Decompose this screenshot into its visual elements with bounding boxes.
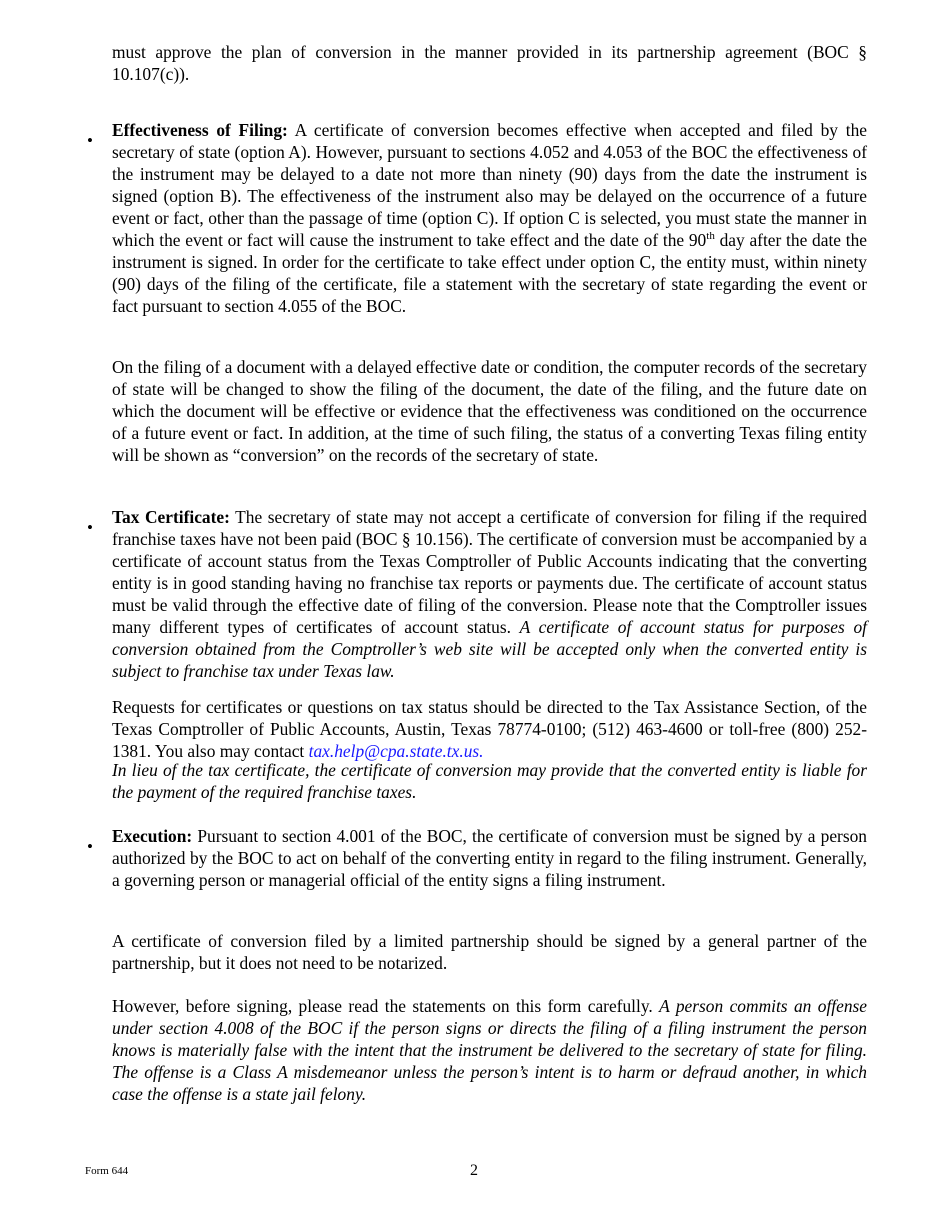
form-number: Form 644: [85, 1165, 129, 1177]
execution-paragraph: [112, 825, 867, 891]
delayed-filing-paragraph: On the filing of a document with a delayed effective date or condition, the computer records of the secretary of state will be changed to show the filing of the document, the date of the filing, and the future date on which the document will be effective or evidence that the effectiveness was conditioned on the occurrence of a future event or fact. In addition, at the time of such filing, the status of a converting Texas filing entity will be shown as “conversion” on the records of the secretary of state.: [112, 357, 867, 465]
intro-paragraph: must approve the plan of conversion in the manner provided in its partnership agreement (BOC § 10.107(c)).: [112, 42, 867, 84]
execution-heading: Execution:: [112, 826, 193, 846]
bullet-icon: •: [87, 518, 93, 537]
requests-paragraph: [112, 696, 867, 762]
effectiveness-paragraph: [112, 119, 867, 317]
tax-heading: Tax Certificate:: [112, 507, 230, 527]
email-link[interactable]: tax.help@cpa.state.tx.us.: [308, 741, 484, 761]
in-lieu-paragraph: [112, 759, 867, 803]
superscript: th: [706, 230, 715, 243]
in-lieu-text: In lieu of the tax certificate, the certificate of conversion may provide that the converted entity is liable for the payment of the required franchise taxes.: [112, 760, 867, 802]
tax-italic-note: A certificate of account status for purposes of conversion obtained from the Comptroller’s web site will be accepted only when the converted entity is subject to franchise tax under Texas law.: [112, 617, 867, 681]
tax-paragraph: [112, 506, 867, 682]
offense-intro: However, before signing, please read the statements on this form carefully.: [112, 996, 660, 1016]
requests-text: Requests for certificates or questions on tax status should be directed to the Tax Assistance Section, of the Texas Comptroller of Public Accounts, Austin, Texas 78774-0100; (512) 463-4600 or toll-free (800) 252-1381. You also may contact: [112, 697, 867, 761]
offense-warning: A person commits an offense under section 4.008 of the BOC if the person signs or directs the filing of a filing instrument the person knows is materially false with the intent that the instrument be delivered to the secretary of state for filing. The offense is a Class A misdemeanor unless the person’s intent is to harm or defraud another, in which case the offense is a state jail felony.: [112, 996, 868, 1104]
bullet-icon: •: [87, 131, 93, 150]
execution-text: Pursuant to section 4.001 of the BOC, the certificate of conversion must be signed by a person authorized by the BOC to act on behalf of the converting entity in regard to the filing instrument. Generally, a governing person or managerial official of the entity signs a filing instrument.: [112, 826, 867, 890]
effectiveness-heading: Effectiveness of Filing:: [112, 120, 288, 140]
tax-text: The secretary of state may not accept a certificate of conversion for filing if the required franchise taxes have not been paid (BOC § 10.156). The certificate of conversion must be accompanied by a certificate of account status from the Texas Comptroller of Public Accounts indicating that the converting entity is in good standing having no franchise tax reports or payments due. The certificate of account status must be valid through the effective date of filing of the conversion. Please note that the Comptroller issues many different types of certificates of account status.: [112, 507, 868, 637]
page-number: 2: [470, 1162, 478, 1179]
effectiveness-text: A certificate of conversion becomes effective when accepted and filed by the secretary of state (option A). However, pursuant to sections 4.052 and 4.053 of the BOC the effectiveness of the instrument may be delayed to a date not more than ninety (90) days from the date the instrument is signed (option B). The effectiveness of the instrument also may be delayed on the occurrence of a future event or fact, other than the passage of time (option C). If option C is selected, you must state the manner in which the event or fact will cause the instrument to take effect and the date of the 90: [112, 120, 867, 250]
limited-partnership-paragraph: A certificate of conversion filed by a limited partnership should be signed by a general partner of the partnership, but it does not need to be notarized.: [112, 931, 867, 973]
effectiveness-text-cont: day after the date the instrument is signed. In order for the certificate to take effect under option C, the entity must, within ninety (90) days of the filing of the certificate, file a statement with the secretary of state regarding the event or fact pursuant to section 4.055 of the BOC.: [112, 230, 868, 316]
offense-paragraph: [112, 995, 867, 1105]
bullet-icon: •: [87, 837, 93, 856]
